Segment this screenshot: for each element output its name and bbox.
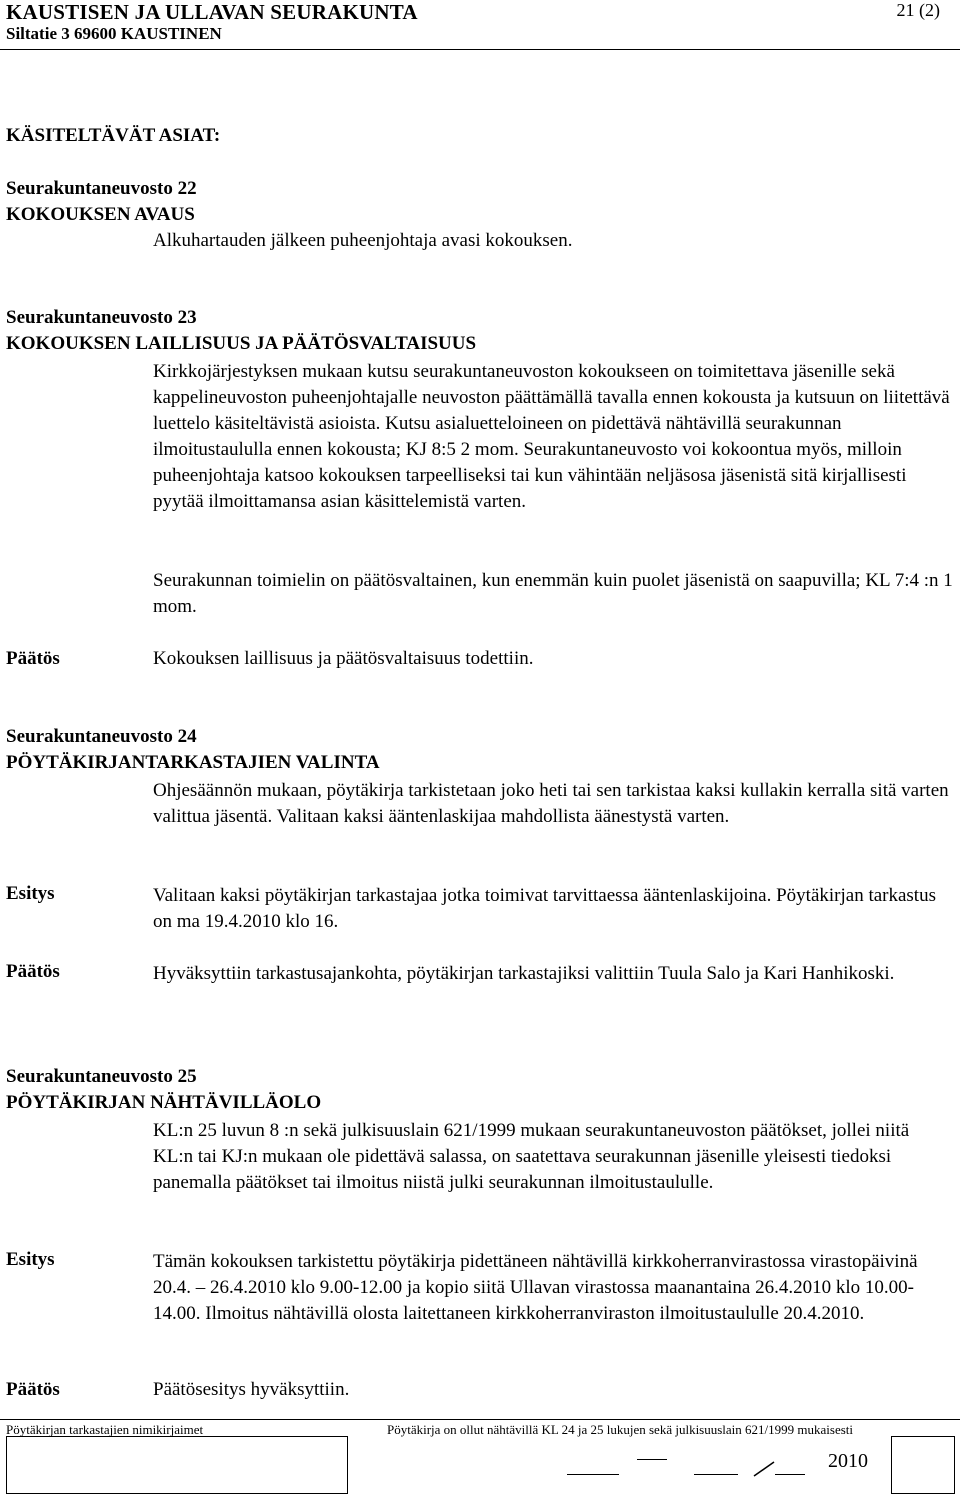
date-line-day bbox=[567, 1474, 619, 1475]
section-24-decision bbox=[153, 961, 953, 987]
footer-divider bbox=[0, 1419, 960, 1420]
section-22-title: KOKOUKSEN AVAUS bbox=[6, 204, 195, 225]
section-23-paragraph-2: Seurakunnan toimielin on päätösvaltainen, kun enemmän kuin puolet jäsenistä on saapuvilla; KL 7:4 :n 1 mom. bbox=[153, 570, 953, 617]
section-23-decision-label: Päätös bbox=[6, 648, 60, 669]
section-22-body: Alkuhartauden jälkeen puheenjohtaja avasi kokouksen. bbox=[153, 230, 573, 251]
footer-display-statement: Pöytäkirja on ollut nähtävillä KL 24 ja 25 lukujen sekä julkisuuslain 621/1999 mukaisesti bbox=[387, 1422, 854, 1437]
section-25-decision-label: Päätös bbox=[6, 1379, 60, 1400]
section-24-proposal-label: Esitys bbox=[6, 883, 55, 904]
agenda-heading: KÄSITELTÄVÄT ASIAT: bbox=[6, 125, 221, 146]
footer-initials-label: Pöytäkirjan tarkastajien nimikirjaimet bbox=[6, 1422, 204, 1437]
stamp-box bbox=[891, 1436, 955, 1494]
section-25-proposal bbox=[153, 1249, 953, 1327]
section-25-title: PÖYTÄKIRJAN NÄHTÄVILLÄOLO bbox=[6, 1092, 322, 1113]
section-25-body bbox=[153, 1118, 953, 1196]
section-25-proposal-text: Tämän kokouksen tarkistettu pöytäkirja pidettäneen nähtävillä kirkkoherranvirastossa virastopäivinä 20.4. – 26.4.2010 klo 9.00-12.00 ja kopio siitä Ullavan virastossa maanantaina 26.4.2010 klo 10.00-14.00. Ilmoitus nähtävillä olosta laitettaneen kirkkoherranviraston ilmoitustaululle 20.4.2010. bbox=[153, 1251, 918, 1324]
section-23-title: KOKOUKSEN LAILLISUUS JA PÄÄTÖSVALTAISUUS bbox=[6, 333, 477, 354]
section-22-ref: Seurakuntaneuvosto 22 bbox=[6, 178, 197, 199]
section-25-proposal-label: Esitys bbox=[6, 1249, 55, 1270]
section-23-ref: Seurakuntaneuvosto 23 bbox=[6, 307, 197, 328]
organization-name: KAUSTISEN JA ULLAVAN SEURAKUNTA bbox=[6, 0, 418, 24]
page-number: 21 (2) bbox=[896, 0, 940, 20]
section-24-proposal-text: Valitaan kaksi pöytäkirjan tarkastajaa jotka toimivat tarvittaessa ääntenlaskijoina. Pöytäkirjan tarkastus on ma 19.4.2010 klo 16. bbox=[153, 885, 936, 932]
section-24-title: PÖYTÄKIRJANTARKASTAJIEN VALINTA bbox=[6, 752, 380, 773]
section-25-paragraph: KL:n 25 luvun 8 :n sekä julkisuuslain 621/1999 mukaan seurakuntaneuvoston päätökset, jollei niitä KL:n tai KJ:n mukaan ole pidettävä salassa, on saatettava seurakunnan jäsenille yleisesti tiedoksi panemalla päätökset tai ilmoitus niistä julki seurakunnan ilmoitustaululle. bbox=[153, 1120, 910, 1193]
date-slash-icon bbox=[752, 1460, 776, 1478]
date-line-dash bbox=[637, 1459, 667, 1460]
header-divider bbox=[0, 49, 960, 50]
section-25-ref: Seurakuntaneuvosto 25 bbox=[6, 1066, 197, 1087]
section-24-proposal bbox=[153, 883, 953, 935]
date-line-end-day bbox=[694, 1474, 738, 1475]
section-23-body bbox=[153, 359, 953, 515]
section-24-paragraph: Ohjesäännön mukaan, pöytäkirja tarkistetaan joko heti tai sen tarkistaa kaksi kullakin kerralla sitä varten valittua jäsentä. Valitaan kaksi ääntenlaskijaa mahdollista äänestystä varten. bbox=[153, 780, 949, 827]
initials-box bbox=[6, 1436, 348, 1494]
date-line-end-month bbox=[775, 1474, 805, 1475]
organization-address: Siltatie 3 69600 KAUSTINEN bbox=[6, 24, 222, 43]
section-23-quorum bbox=[153, 568, 953, 620]
section-23-decision: Kokouksen laillisuus ja päätösvaltaisuus todettiin. bbox=[153, 648, 534, 669]
footer-year: 2010 bbox=[828, 1450, 868, 1472]
section-25-decision: Päätösesitys hyväksyttiin. bbox=[153, 1379, 350, 1400]
section-23-paragraph-1: Kirkkojärjestyksen mukaan kutsu seurakuntaneuvoston kokoukseen on toimitettava jäsenille sekä kappelineuvoston puheenjohtajalle neuvoston päättämällä tavalla ennen kokousta ja kutsuun on liitettävä luettelo käsiteltävistä asioista. Kutsu asialuetteloineen on pidettävä nähtävillä seurakunnan ilmoitustaululla ennen kokousta; KJ 8:5 2 mom. Seurakuntaneuvosto voi kokoontua myös, milloin puheenjohtaja katsoo kokouksen tarpeelliseksi tai kun vähintään neljäsosa jäsenistä sitä kirjallisesti pyytää ilmoittamansa asian käsittelemistä varten. bbox=[153, 361, 950, 512]
section-24-decision-label: Päätös bbox=[6, 961, 60, 982]
section-24-body bbox=[153, 778, 953, 830]
section-24-decision-text: Hyväksyttiin tarkastusajankohta, pöytäkirjan tarkastajiksi valittiin Tuula Salo ja Kari Hanhikoski. bbox=[153, 963, 895, 984]
section-24-ref: Seurakuntaneuvosto 24 bbox=[6, 726, 197, 747]
